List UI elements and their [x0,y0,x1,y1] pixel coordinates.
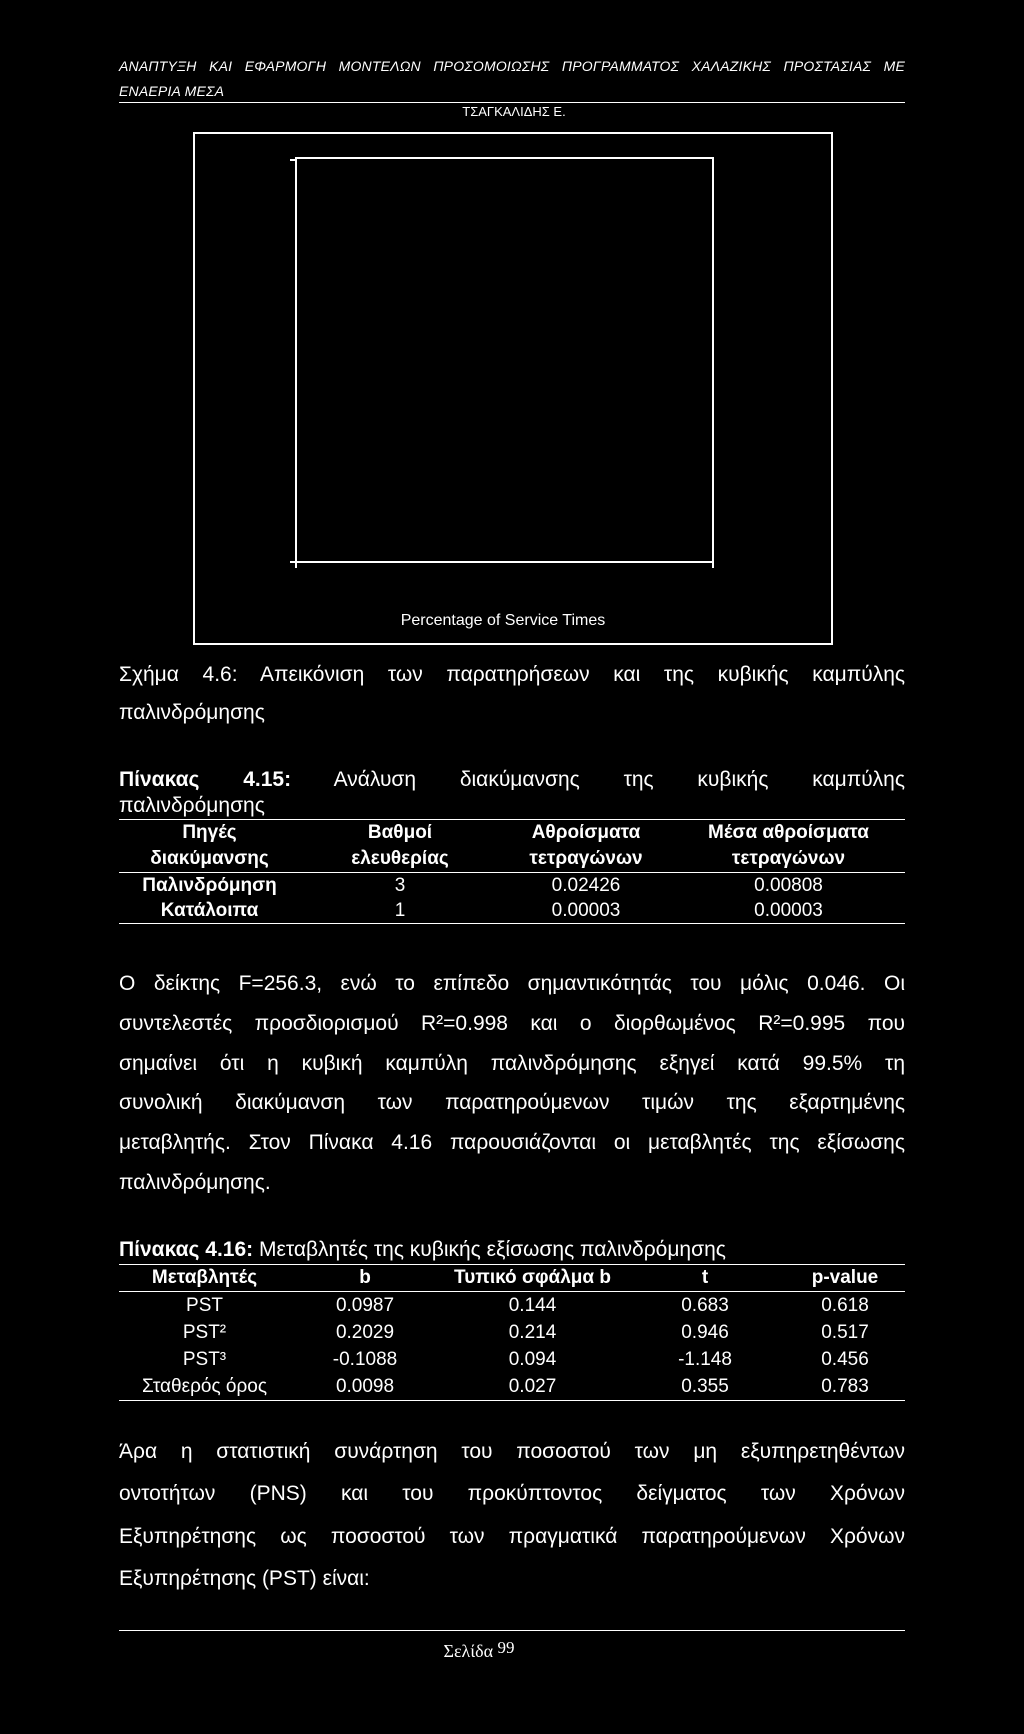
paragraph-line: Εξυπηρέτησης (PST) είναι: [119,1566,370,1590]
table-cell: 0.2029 [335,1322,395,1343]
table-cell: 0.456 [821,1349,869,1370]
running-header-line: ΑΝΑΠΤΥΞΗ ΚΑΙ ΕΦΑΡΜΟΓΗ ΜΟΝΤΕΛΩΝ ΠΡΟΣΟΜΟΙΩΣΗΣ ΠΡΟΓΡΑΜΜΑΤΟΣ ΧΑΛΑΖΙΚΗΣ ΠΡΟΣΤΑΣΙΑΣ ΜΕ [119,58,905,74]
body-paragraph [119,1431,905,1600]
table-row [119,1346,905,1373]
table-header-row [119,1265,905,1292]
body-paragraph [119,964,905,1203]
table-cell: 0.783 [785,1373,905,1401]
table-header-cell: t [625,1265,785,1292]
table-header-cell [672,820,905,873]
header-line: Μέσα αθροίσματα [708,822,869,843]
paragraph-line: σημαίνει ότι η κυβική καμπύλη παλινδρόμησης εξηγεί κατά 99.5% τη [119,1051,905,1075]
table-header-row [119,820,905,873]
table-cell: 0.618 [821,1295,869,1316]
table-row [119,1373,905,1401]
table-row [119,873,905,899]
figure-caption-line: Σχήμα 4.6: Απεικόνιση των παρατηρήσεων και της κυβικής καμπύλης [119,663,905,686]
header-line: διακύμανσης [150,848,269,869]
table-15-title-line: παλινδρόμησης [119,794,265,817]
table-cell: 0.00808 [754,875,823,896]
table-cell: PST² [182,1322,227,1343]
page-label: Σελίδα [443,1641,494,1661]
paragraph-line: μεταβλητής. Στον Πίνακα 4.16 παρουσιάζονται οι μεταβλητές της εξίσωσης [119,1131,905,1155]
running-header-line: ΕΝΑΕΡΙΑ ΜΕΣΑ [119,83,225,99]
table-cell: 3 [394,875,406,896]
table-header-cell: Τυπικό σφάλμα b [440,1265,625,1292]
table-cell: Σταθερός όρος [119,1373,290,1401]
header-line: ελευθερίας [351,848,449,869]
paragraph-line: Άρα η στατιστική συνάρτηση του ποσοστού των μη εξυπηρετηθέντων [119,1440,905,1463]
paragraph-line: Εξυπηρέτησης ως ποσοστού των πραγματικά παρατηρούμενων Χρόνων [119,1524,905,1548]
paragraph-line: συντελεστές προσδιορισμού R²=0.998 και ο διορθωμένος R²=0.995 που [119,1011,905,1035]
author-name: ΤΣΑΓΚΑΛΙΔΗΣ Ε. [462,104,566,119]
figure-frame [194,133,832,644]
anova-table [119,819,905,924]
figure-caption-line: παλινδρόμησης [119,701,265,724]
paragraph-line: οντοτήτων (PNS) και του προκύπτοντος δείγματος των Χρόνων [119,1482,905,1506]
table-cell: 0.00003 [672,898,905,924]
table-cell: -1.148 [678,1349,732,1370]
table-cell: 0.517 [821,1322,869,1343]
table-cell: 0.355 [625,1373,785,1401]
table-cell: PST [186,1295,223,1316]
footer-rule [119,1630,905,1631]
paragraph-line: Ο δείκτης F=256.3, ενώ το επίπεδο σημαντικότητάς του μόλις 0.046. Οι [119,972,905,995]
table-cell: Κατάλοιπα [119,898,300,924]
table-15-title [119,767,905,793]
coefficients-table [119,1264,905,1401]
table-cell: 0.683 [681,1295,729,1316]
table-cell: 0.094 [508,1349,557,1370]
table-15-title-text: Ανάλυση διακύμανσης της κυβικής καμπύλης [333,768,905,791]
table-cell: PST³ [182,1349,227,1370]
table-cell: -0.1088 [332,1349,398,1370]
table-cell: 0.214 [508,1322,557,1343]
table-cell: 0.144 [508,1295,557,1316]
table-row [119,1292,905,1320]
table-header-cell: p-value [785,1265,905,1292]
table-cell: 0.946 [681,1322,729,1343]
header-rule [119,102,905,103]
header-line: Βαθμοί [367,822,433,843]
table-header-cell [300,820,500,873]
header-line: τετραγώνων [529,848,643,869]
paragraph-line: παλινδρόμησης. [119,1170,271,1194]
header-line: Πηγές [182,822,237,843]
table-cell: Παλινδρόμηση [142,875,277,896]
header-line: Αθροίσματα [531,822,641,843]
table-cell: 1 [300,898,500,924]
table-16-title [119,1237,905,1263]
table-row [119,1319,905,1346]
paragraph-line: συνολική διακύμανση των παρατηρούμενων τιμών της εξαρτημένης [119,1091,905,1115]
page-number: 99 [497,1638,515,1657]
page-footer [379,1640,579,1663]
table-cell: 0.0098 [290,1373,440,1401]
figure [0,120,1024,660]
header-line: τετραγώνων [731,848,846,869]
table-16-title-text: Μεταβλητές της κυβικής εξίσωσης παλινδρόμησης [258,1238,726,1261]
table-header-cell: b [290,1265,440,1292]
table-header-cell [119,820,300,873]
table-15-label: Πίνακας 4.15: [119,768,292,791]
table-cell: 0.0987 [335,1295,395,1316]
table-cell: 0.027 [440,1373,625,1401]
x-axis-label: Percentage of Service Times [400,612,606,629]
table-cell: 0.00003 [500,898,672,924]
plot-area [296,158,713,562]
table-cell: 0.02426 [551,875,621,896]
table-header-cell [500,820,672,873]
table-row [119,898,905,924]
table-16-label: Πίνακας 4.16: [119,1238,254,1261]
table-header-cell: Μεταβλητές [119,1265,290,1292]
